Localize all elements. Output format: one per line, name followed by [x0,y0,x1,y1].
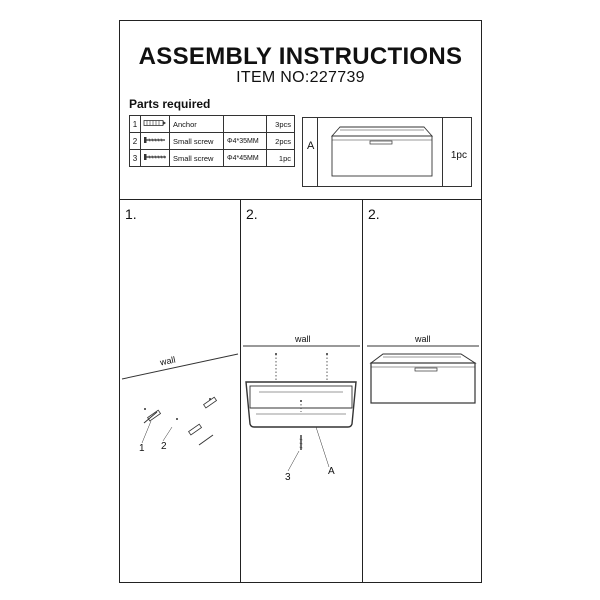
part-size: Φ4*35MM [224,133,267,150]
small-screw-icon [143,153,167,161]
parts-row [130,133,295,150]
part-name: Anchor [170,116,224,133]
part-number: 3 [130,150,141,167]
instruction-sheet [119,20,482,583]
part-number: 2 [130,133,141,150]
part-qty: 2pcs [267,133,295,150]
parts-row [130,116,295,133]
page-title: ASSEMBLY INSTRUCTIONS [138,43,463,70]
part-size: Φ4*45MM [224,150,267,167]
callout-label: 1 [139,443,145,454]
callout-label: 2 [161,441,167,452]
part-number: 1 [130,116,141,133]
parts-row [130,150,295,167]
wall-label: wall [295,334,311,344]
anchor-icon [143,119,167,127]
step-panel-3 [363,199,483,582]
step-1-diagram [120,199,240,584]
small-screw-icon [143,136,167,144]
callout-label: A [328,466,335,477]
parts-heading: Parts required [129,97,211,111]
wall-label: wall [415,334,431,344]
part-name: Small screw [170,133,224,150]
part-a-letter: A [307,140,315,152]
callout-label: 3 [285,472,291,483]
part-qty: 1pc [267,150,295,167]
step-number: 2. [368,206,380,222]
part-a-qty: 1pc [450,150,467,161]
part-size [224,116,267,133]
step-number: 1. [125,206,137,222]
step-2-diagram [241,199,362,584]
parts-table [129,115,295,167]
part-name: Small screw [170,150,224,167]
part-a-box [302,117,472,187]
step-panel-2 [241,199,362,582]
step-panel-1 [120,199,240,582]
shelf-drawer-icon [318,118,444,186]
step-3-diagram [363,199,483,584]
step-number: 2. [246,206,258,222]
wall-label: wall [159,354,177,368]
item-number: ITEM NO:227739 [236,69,365,86]
part-qty: 3pcs [267,116,295,133]
